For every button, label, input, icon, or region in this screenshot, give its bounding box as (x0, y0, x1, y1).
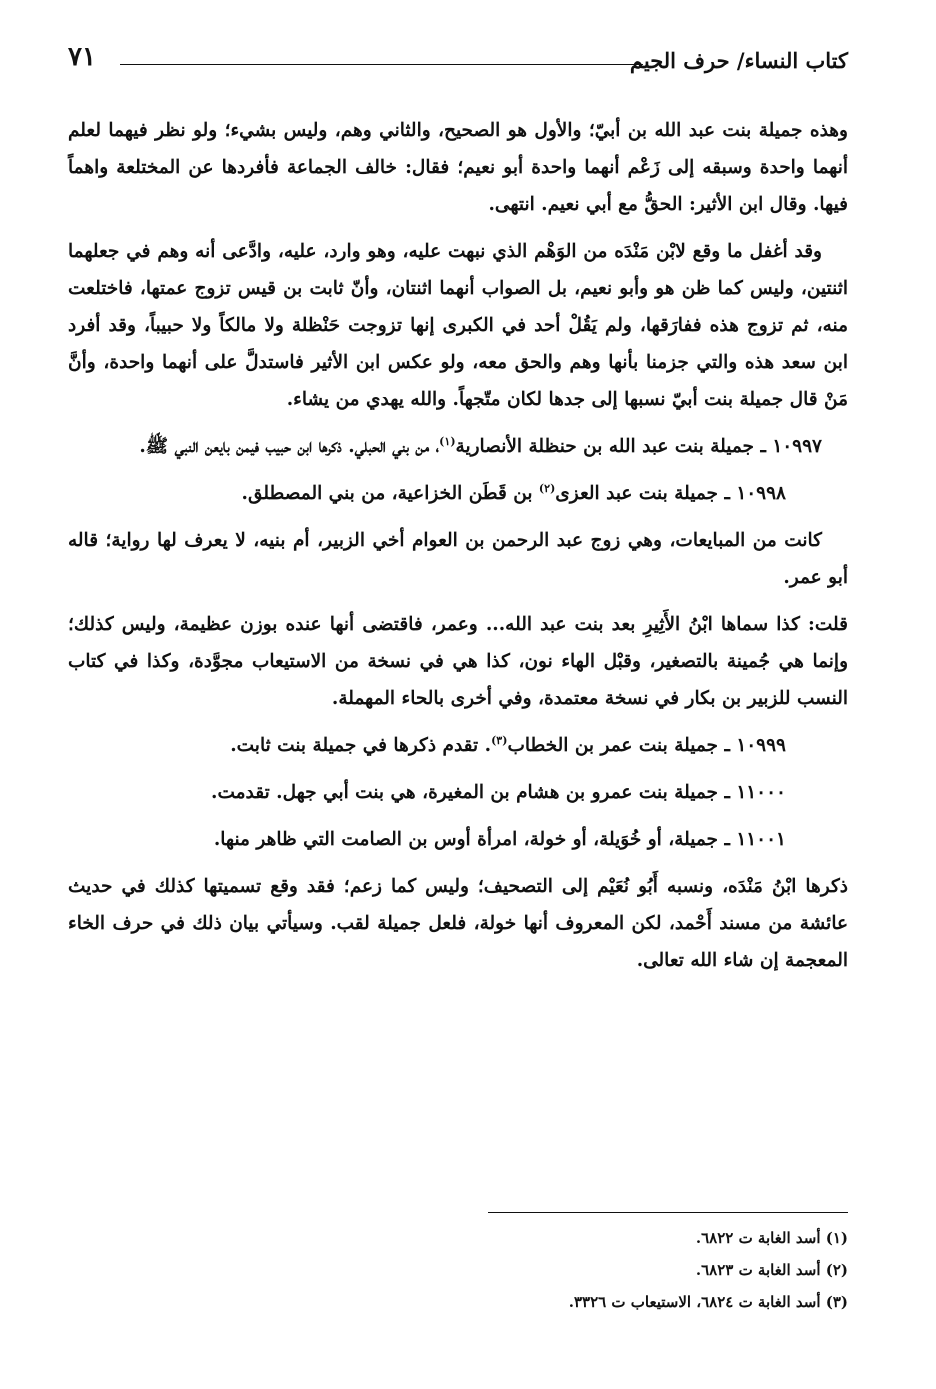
footnote-2: (٢) أسد الغابة ت ٦٨٢٣. (695, 1261, 848, 1279)
footnote-rule (488, 1212, 848, 1213)
page-number: ٧١ (68, 42, 96, 72)
footnotes (68, 1222, 848, 1318)
book-page (68, 30, 848, 1360)
entry-number: ١١٠٠٠ ـ (724, 782, 786, 803)
entry-number: ١٠٩٩٧ ـ (760, 436, 822, 457)
entry-number: ١٠٩٩٨ ـ (724, 483, 786, 504)
entry-name: جميلة بنت عمرو (591, 782, 718, 803)
entry-text: بن هشام بن المغيرة، هي بنت أبي جهل. تقدمت. (211, 782, 592, 803)
entry-number: ١٠٩٩٩ ـ (724, 735, 786, 756)
paragraph-continuation: وهذه جميلة بنت عبد الله بن أبيّ؛ والأول هو الصحيح، والثاني وهم، وليس بشيء؛ ولو نظر فيهما لعلم أنهما واحدة وسبقه إلى زَعْم أنهما واحدة أبو نعيم؛ فقال: خالف الجماعة فأفردها عن المختلعة واهماً فيها. وقال ابن الأثير: الحقُّ مع أبي نعيم. انتهى. (68, 120, 848, 215)
entry-name: جميلة (674, 829, 718, 850)
paragraph-entry-10998-details: كانت من المبايعات، وهي زوج عبد الرحمن بن العوام أخي الزبير، أم بنيه، لا يعرف لها رواية؛ قاله أبو عمر. (68, 530, 848, 588)
entry-10999 (68, 727, 848, 764)
header-rule (120, 64, 643, 65)
entry-11001 (68, 821, 848, 858)
entry-name: جميلة بنت عمر بن الخطاب (507, 735, 718, 756)
page-header (68, 42, 848, 88)
paragraph-entry-11001-details: ذكرها ابْنُ مَنْدَه، ونسبه أَبُو نُعَيْم إلى التصحيف؛ وليس كما زعم؛ فقد وقع تسميتها كذلك في حديث عائشة من مسند أَحْمد، لكن المعروف أنها خولة، فلعل جميلة لقب. وسيأتي بيان ذلك في حرف الخاء المعجمة إن شاء الله تعالى. (68, 876, 848, 971)
entry-name: جميلة بنت عبد العزى (555, 483, 718, 504)
page-body (68, 112, 848, 989)
footnote-ref: (٣) (491, 733, 508, 747)
footnote-3: (٣) أسد الغابة ت ٦٨٢٤، الاستيعاب ت ٣٣٢٦. (568, 1293, 848, 1311)
paragraph-qult: قلت: كذا سماها ابْنُ الأَثِيرِ بعد بنت عبد الله... وعمر، فاقتضى أنها عنده بوزن عظيمة، وليس كذلك؛ وإنما هي جُمينة بالتصغير، وقبْل الهاء نون، كذا هي في نسخة من الاستيعاب مجوَّدة، وكذا في كتاب النسب للزبير بن بكار في نسخة معتمدة، وفي أخرى بالحاء المهملة. (68, 614, 848, 709)
running-title: كتاب النساء/ حرف الجيم (629, 48, 848, 73)
entry-10997 (68, 428, 848, 465)
entry-text: ، أو خُوَيلة، أو خولة، امرأة أوس بن الصامت التي ظاهر منها. (213, 829, 675, 850)
entry-text: ، من بني الحبلي. ذكرها ابن حبيب فيمن بايعن النبي ﷺ. (139, 436, 440, 457)
entry-number: ١١٠٠١ ـ (724, 829, 786, 850)
footnote-ref: (٢) (538, 481, 556, 495)
entry-text: بن قَطَن الخزاعية، من بني المصطلق. (241, 483, 539, 504)
entry-name: جميلة بنت عبد الله بن حنظلة الأنصارية (455, 436, 754, 457)
footnote-ref: (١) (439, 434, 456, 448)
footnote-1: (١) أسد الغابة ت ٦٨٢٢. (695, 1229, 848, 1247)
entry-10998 (68, 475, 848, 512)
paragraph-commentary: وقد أغفل ما وقع لابْن مَنْدَه من الوَهْم الذي نبهت عليه، وهو وارد، عليه، وادَّعى أنه وهم في جعلهما اثنتين، وليس كما ظن هو وأبو نعيم، بل الصواب أنهما اثنتان، وأنّ ثابت بن قيس تزوج عمتها، فاختلعت منه، ثم تزوج هذه ففارَقها، ولم يَقُلْ أحد في الكبرى إنها تزوجت حَنْظلة ولا مالكاً ولا حبيباً، وقد أفرد ابن سعد هذه والتي جزمنا بأنها وهم والحق معه، ولو عكس ابن الأثير فاستدلَّ على أنهما واحدة، وأنَّ مَنْ قال جميلة بنت أبيّ نسبها إلى جدها لكان متّجهاً. والله يهدي من يشاء. (68, 241, 848, 410)
entry-text: . تقدم ذكرها في جميلة بنت ثابت. (230, 735, 492, 756)
entry-11000 (68, 774, 848, 811)
